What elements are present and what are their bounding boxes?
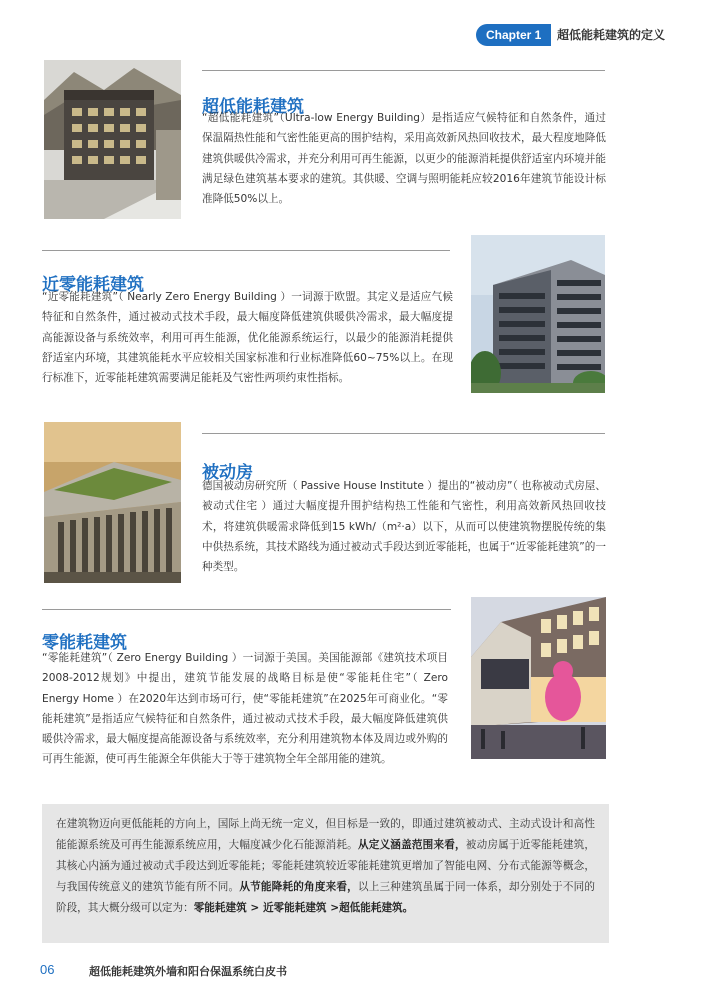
section-body-zero-energy: “零能耗建筑”（ Zero Energy Building ）一词源于美国。美国能源部《建筑技术项目2008-2012规划》中提出，建筑节能发展的战略目标是使“零能耗住宅”（ Zero Energy Home ）在2020年达到市场可行，使“零能耗建筑”在2025年可商业化。“零能耗建筑”是指适应气候特征和自然条件，通过被动式技术手段，最大幅度降低建筑供暖供冷需求，最大幅度提高能源设备与系统效率，充分利用建筑物本体及周边或外购的可再生能源，使可再生能源全年供能大于等于建筑物全年全部用能的建筑。 (42, 652, 448, 766)
chapter-label: Chapter 1 (476, 24, 551, 46)
summary-box (42, 804, 609, 943)
photo-zero-energy-building (471, 597, 606, 759)
section-title-nearly-zero: 近零能耗建筑 (42, 275, 144, 295)
divider-2 (42, 250, 450, 251)
divider-1 (202, 70, 605, 71)
photo-passive-house (44, 422, 181, 583)
summary-text-2: 被动房属于近零能耗建筑，其核心内涵为通过被动式手段达到近零能耗；零能耗建筑较近零能耗建筑更增加了智能电网、分布式能源等概念，与我国传统意义的建筑节能有所不同。 (56, 839, 596, 893)
footer-doc-title: 超低能耗建筑外墙和阳台保温系统白皮书 (89, 965, 287, 978)
summary-bold-3: 零能耗建筑 > 近零能耗建筑 >超低能耗建筑。 (193, 902, 414, 914)
section-title-ultra-low: 超低能耗建筑 (202, 97, 304, 117)
summary-bold-1: 从定义涵盖范围来看， (357, 839, 466, 851)
page-number: 06 (40, 962, 55, 977)
summary-text-1: 在建筑物迈向更低能耗的方向上，国际上尚无统一定义，但目标是一致的，即通过建筑被动式、主动式设计和高性能能源系统及可再生能源系统应用，大幅度减少化石能源消耗。 (56, 818, 595, 851)
summary-bold-2: 从节能降耗的角度来看， (239, 881, 358, 893)
chapter-title: 超低能耗建筑的定义 (557, 28, 666, 42)
section-title-zero-energy: 零能耗建筑 (42, 633, 127, 653)
divider-4 (42, 609, 451, 610)
section-body-ultra-low: “超低能耗建筑”（Ultra-low Energy Building）是指适应气候特征和自然条件，通过保温隔热性能和气密性能更高的围护结构，采用高效新风热回收技术，最大程度地降低建筑供暖供冷需求，并充分利用可再生能源，以更少的能源消耗提供舒适室内环境并能满足绿色建筑基本要求的建筑。其供暖、空调与照明能耗应较2016年建筑节能设计标准降低50%以上。 (202, 112, 606, 206)
section-body-nearly-zero: “近零能耗建筑”（ Nearly Zero Energy Building ）一词源于欧盟。其定义是适应气候特征和自然条件，通过被动式技术手段，最大幅度降低建筑供暖供冷需求，最大幅度提高能源设备与系统效率，利用可再生能源，优化能源系统运行，以最少的能源消耗提供舒适室内环境，其建筑能耗水平应较相关国家标准和行业标准降低60~75%以上。在现行标准下，近零能耗建筑需要满足能耗及气密性两项约束性指标。 (42, 291, 453, 385)
section-body-passive-house: 德国被动房研究所（ Passive House Institute ）提出的“被动房”（ 也称被动式房屋、被动式住宅 ）通过大幅度提升围护结构热工性能和气密性，利用高效新风热回收技术，将建筑供暖需求降低到15 kWh/（m²·a）以下，从而可以使建筑物摆脱传统的集中供热系统，其技术路线为通过被动式手段达到近零能耗，也属于“近零能耗建筑”的一种类型。 (202, 480, 606, 574)
section-title-passive-house: 被动房 (202, 463, 253, 483)
divider-3 (202, 433, 605, 434)
summary-text-3: 以上三种建筑虽属于同一体系，却分别处于不同的阶段，其大概分级可以定为： (56, 881, 596, 914)
photo-ultra-low-building (44, 60, 181, 219)
photo-nearly-zero-building (471, 235, 605, 393)
